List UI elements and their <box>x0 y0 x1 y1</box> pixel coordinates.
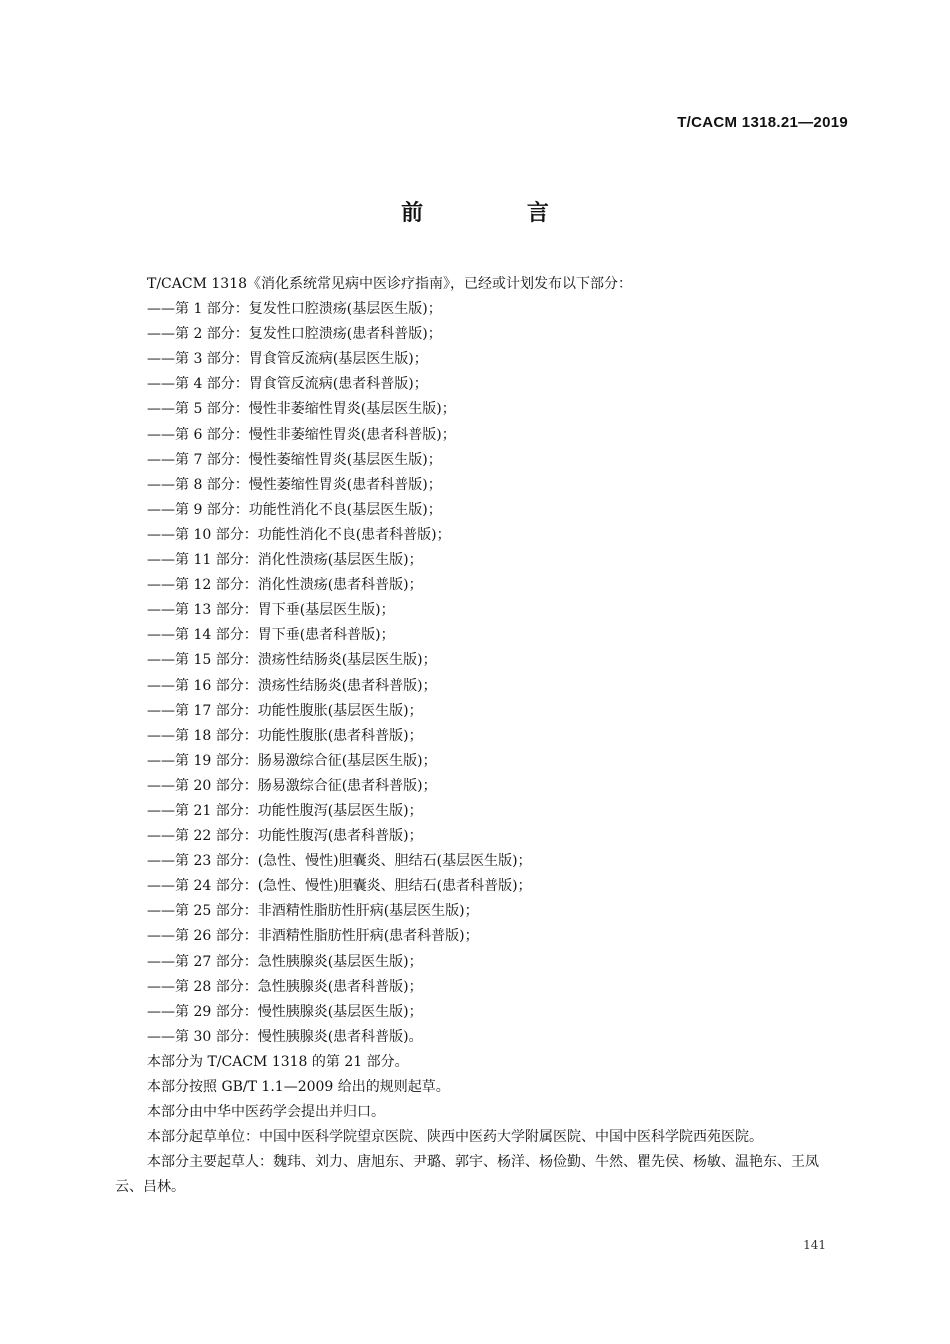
body-paragraph: 本部分由中华中医药学会提出并归口。 <box>147 1104 385 1121</box>
paragraphs <box>115 1050 835 1201</box>
part-list-item: ——第 28 部分：急性胰腺炎(患者科普版)； <box>147 978 423 995</box>
part-list-item: ——第 22 部分：功能性腹泻(患者科普版)； <box>147 828 423 845</box>
part-list-item: ——第 30 部分：慢性胰腺炎(患者科普版)。 <box>147 1028 423 1045</box>
part-list-item: ——第 26 部分：非酒精性脂肪性肝病(患者科普版)； <box>147 928 479 945</box>
part-list-item: ——第 1 部分：复发性口腔溃疡(基层医生版)； <box>147 301 442 318</box>
body-paragraph: 本部分按照 GB/T 1.1—2009 给出的规则起草。 <box>147 1079 450 1095</box>
intro-paragraph: T/CACM 1318《消化系统常见病中医诊疗指南》，已经或计划发布以下部分： <box>147 276 633 292</box>
part-list-item: ——第 6 部分：慢性非萎缩性胃炎(患者科普版)； <box>147 426 456 443</box>
part-list-item: ——第 3 部分：胃食管反流病(基层医生版)； <box>147 351 428 368</box>
document-body <box>115 272 835 1200</box>
body-paragraph: 本部分为 T/CACM 1318 的第 21 部分。 <box>147 1053 409 1070</box>
page-title: 前 言 <box>401 200 597 226</box>
body-paragraph: 本部分主要起草人：魏玮、刘力、唐旭东、尹璐、郭宇、杨洋、杨俭勤、牛然、瞿先侯、杨敏、温艳东、王凤云、吕林。 <box>115 1154 819 1196</box>
part-list-item: ——第 10 部分：功能性消化不良(患者科普版)； <box>147 526 451 543</box>
part-list-item: ——第 19 部分：肠易激综合征(基层医生版)； <box>147 752 437 769</box>
part-list-item: ——第 23 部分：(急性、慢性)胆囊炎、胆结石(基层医生版)； <box>147 853 532 870</box>
part-list-item: ——第 14 部分：胃下垂(患者科普版)； <box>147 627 395 644</box>
part-list-item: ——第 4 部分：胃食管反流病(患者科普版)； <box>147 376 428 393</box>
part-list-item: ——第 29 部分：慢性胰腺炎(基层医生版)； <box>147 1003 423 1020</box>
part-list-item: ——第 13 部分：胃下垂(基层医生版)； <box>147 602 395 619</box>
part-list-item: ——第 5 部分：慢性非萎缩性胃炎(基层医生版)； <box>147 401 456 418</box>
part-list-item: ——第 17 部分：功能性腹胀(基层医生版)； <box>147 702 423 719</box>
part-list-item: ——第 27 部分：急性胰腺炎(基层医生版)； <box>147 953 423 970</box>
part-list-item: ——第 8 部分：慢性萎缩性胃炎(患者科普版)； <box>147 476 442 493</box>
part-list-item: ——第 9 部分：功能性消化不良(基层医生版)； <box>147 501 442 518</box>
parts-list <box>115 297 835 1050</box>
part-list-item: ——第 7 部分：慢性萎缩性胃炎(基层医生版)； <box>147 451 442 468</box>
part-list-item: ——第 2 部分：复发性口腔溃疡(患者科普版)； <box>147 326 442 343</box>
part-list-item: ——第 16 部分：溃疡性结肠炎(患者科普版)； <box>147 677 437 694</box>
body-paragraph: 本部分起草单位：中国中医科学院望京医院、陕西中医药大学附属医院、中国中医科学院西苑医院。 <box>147 1129 763 1146</box>
page-number: 141 <box>803 1238 826 1252</box>
part-list-item: ——第 11 部分：消化性溃疡(基层医生版)； <box>147 552 423 569</box>
part-list-item: ——第 12 部分：消化性溃疡(患者科普版)； <box>147 577 423 594</box>
part-list-item: ——第 18 部分：功能性腹胀(患者科普版)； <box>147 727 423 744</box>
part-list-item: ——第 15 部分：溃疡性结肠炎(基层医生版)； <box>147 652 437 669</box>
part-list-item: ——第 24 部分：(急性、慢性)胆囊炎、胆结石(患者科普版)； <box>147 878 532 895</box>
part-list-item: ——第 25 部分：非酒精性脂肪性肝病(基层医生版)； <box>147 903 479 920</box>
standard-number: T/CACM 1318.21—2019 <box>677 114 848 131</box>
part-list-item: ——第 21 部分：功能性腹泻(基层医生版)； <box>147 802 423 819</box>
part-list-item: ——第 20 部分：肠易激综合征(患者科普版)； <box>147 777 437 794</box>
